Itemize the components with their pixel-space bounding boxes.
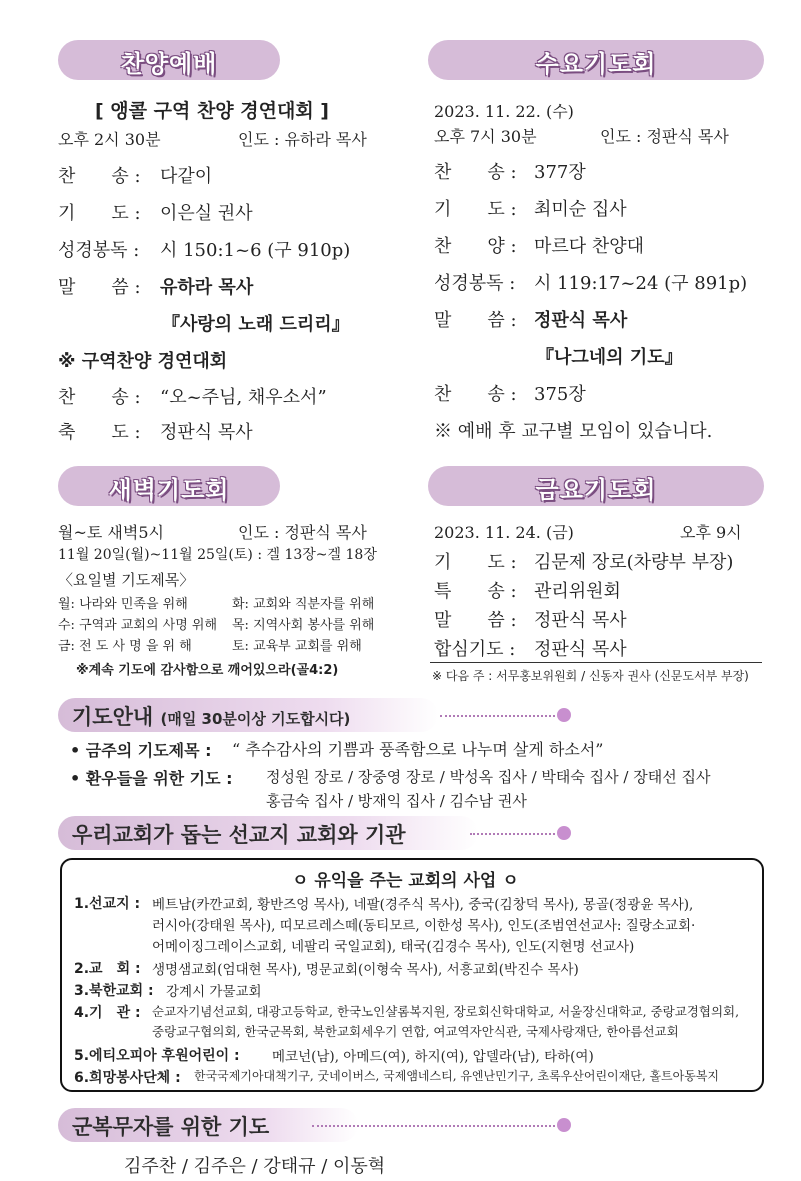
prayer-guide-bar xyxy=(58,698,438,732)
wednesday-item-value: 최미순 집사 xyxy=(534,199,627,220)
mission-row-label: 6.희망봉사단체 : xyxy=(74,1070,181,1086)
dawn-header xyxy=(58,466,280,506)
wednesday-item-label: 기 도 : xyxy=(434,199,517,220)
dawn-topic: 월: 나라와 민족을 위해 xyxy=(58,597,188,612)
praise-item-value: 다같이 xyxy=(160,166,213,187)
praise-item-label: 찬 송 : xyxy=(58,387,141,408)
praise-item-value: 이은실 권사 xyxy=(160,203,253,224)
praise-item-label: 성경봉독 : xyxy=(58,240,140,261)
praise-item-label: 말 씀 : xyxy=(58,277,141,298)
missions-header: 우리교회가 돕는 선교지 교회와 기관 xyxy=(72,823,406,847)
praise-time: 오후 2시 30분 xyxy=(58,130,161,149)
praise-leader: 인도 : 유하라 목사 xyxy=(238,130,367,149)
dawn-topics-heading: 〈요일별 기도제목〉 xyxy=(58,571,195,589)
wednesday-sermon-title: 『나그네의 기도』 xyxy=(536,347,683,368)
dawn-range: 11월 20일(월)~11월 25일(토) : 겔 13장~겔 18장 xyxy=(58,547,377,563)
wednesday-header-text: 수요기도회 xyxy=(535,50,657,78)
praise-service-header xyxy=(58,40,280,80)
mission-row-line: 러시아(강태원 목사), 띠모르레스떼(동티모르, 이한성 목사), 인도(조범연선교사: 질랑소교회· xyxy=(152,918,696,934)
dawn-days: 월~토 새벽5시 xyxy=(58,523,164,542)
mission-row-label: 3.북한교회 : xyxy=(74,983,154,999)
wednesday-item-label: 찬 양 : xyxy=(434,236,517,257)
dawn-topic: 화: 교회와 직분자를 위해 xyxy=(232,597,375,612)
wednesday-item-label: 성경봉독 : xyxy=(434,273,516,294)
wednesday-closing-value: 375장 xyxy=(534,384,586,405)
mission-row-line: 한국국제기아대책기구, 굿네이버스, 국제앰네스티, 유엔난민기구, 초록우산어린이재단, 홀트아동복지 xyxy=(194,1069,720,1083)
mission-row-line: 생명샘교회(엄대현 목사), 명문교회(이형숙 목사), 서흥교회(박진수 목사) xyxy=(152,962,579,978)
dawn-verse: ※계속 기도에 감사함으로 깨어있으라(골4:2) xyxy=(76,663,339,678)
friday-item-value: 관리위원회 xyxy=(534,581,621,602)
friday-item-label: 말 씀 : xyxy=(434,610,517,631)
mission-row-label: 1.선교지 : xyxy=(74,896,141,912)
bullet-dot xyxy=(557,1118,571,1132)
mission-row-label: 2.교 회 : xyxy=(74,961,141,977)
prayer-guide-sub: (매일 30분이상 기도합시다) xyxy=(160,710,351,728)
friday-time: 오후 9시 xyxy=(680,523,742,542)
prayer-topic-value: “ 추수감사의 기쁨과 풍족함으로 나누며 살게 하소서” xyxy=(232,740,604,759)
mission-row-line: 메코넌(남), 아메드(여), 하지(여), 압델라(남), 타하(여) xyxy=(272,1049,594,1065)
friday-item-value: 김문제 장로(차량부 부장) xyxy=(534,552,734,573)
dawn-header-text: 새벽기도회 xyxy=(108,476,230,504)
wednesday-closing-label: 찬 송 : xyxy=(434,384,517,405)
friday-item-value: 정판식 목사 xyxy=(534,610,627,631)
patients-value: 정성원 장로 / 장중영 장로 / 박성옥 집사 / 박태숙 집사 / 장태선 집사 xyxy=(266,768,711,786)
dotted-leader xyxy=(312,1125,555,1127)
contest-heading: ※ 구역찬양 경연대회 xyxy=(58,351,228,372)
friday-date: 2023. 11. 24. (금) xyxy=(434,523,574,542)
praise-sermon-title: 『사랑의 노래 드리리』 xyxy=(162,314,350,335)
praise-preacher: 유하라 목사 xyxy=(160,277,254,298)
friday-header-text: 금요기도회 xyxy=(535,476,657,504)
friday-item-value: 정판식 목사 xyxy=(534,639,627,660)
bullet-dot xyxy=(557,708,571,722)
prayer-guide-header: 기도안내 xyxy=(72,705,154,729)
friday-divider xyxy=(430,662,762,663)
praise-item-label: 기 도 : xyxy=(58,203,141,224)
wednesday-item-value: 377장 xyxy=(534,162,586,183)
dawn-leader: 인도 : 정판식 목사 xyxy=(238,523,367,542)
wednesday-note: ※ 예배 후 교구별 모임이 있습니다. xyxy=(434,421,713,442)
praise-event-title: [ 앵콜 구역 찬양 경연대회 ] xyxy=(95,100,329,122)
praise-item-value: “오~주님, 채우소서” xyxy=(160,387,327,408)
dawn-topic: 수: 구역과 교회의 사명 위해 xyxy=(58,618,218,633)
mission-row-label: 5.에티오피아 후원어린이 : xyxy=(74,1048,240,1064)
dotted-leader xyxy=(440,715,555,717)
wednesday-preacher: 정판식 목사 xyxy=(534,310,628,331)
mission-row-line: 어메이징그레이스교회, 네팔리 국일교회), 태국(김경수 목사), 인도(지현명 선교사) xyxy=(152,939,635,955)
wednesday-time: 오후 7시 30분 xyxy=(434,127,537,146)
wednesday-item-label: 찬 송 : xyxy=(434,162,517,183)
mission-row-line: 강계시 가물교회 xyxy=(166,984,262,1000)
prayer-topic-label: • 금주의 기도제목 : xyxy=(70,741,212,760)
mission-row-line: 순교자기념선교회, 대광고등학교, 한국노인샬롬복지원, 장로회신학대학교, 서울장신대학교, 중랑교경협의회, xyxy=(152,1004,740,1019)
dawn-topic: 목: 지역사회 봉사를 위해 xyxy=(232,618,375,633)
missions-box-title: ㅇ 유익을 주는 교회의 사업 ㅇ xyxy=(292,871,519,891)
mission-row-line: 베트남(카깐교회, 황반즈엉 목사), 네팔(경주식 목사), 중국(김창덕 목사), 몽골(정광윤 목사), xyxy=(152,897,694,913)
praise-item-value: 시 150:1~6 (구 910p) xyxy=(160,240,351,261)
wednesday-item-value: 마르다 찬양대 xyxy=(534,236,645,257)
prayer-guide-title xyxy=(72,701,350,731)
praise-item-label: 찬 송 : xyxy=(58,166,141,187)
mission-row-line: 중랑교구협의회, 한국군목회, 북한교회세우기 연합, 여교역자안식관, 국제사랑재단, 한아름선교회 xyxy=(152,1024,679,1039)
praise-service-header-text: 찬양예배 xyxy=(120,50,218,78)
missions-bar xyxy=(58,816,478,850)
friday-item-label: 기 도 : xyxy=(434,552,517,573)
wednesday-item-value: 시 119:17~24 (구 891p) xyxy=(534,273,748,294)
bullet-dot xyxy=(557,826,571,840)
patients-value-line2: 홍금숙 집사 / 방재익 집사 / 김수남 권사 xyxy=(266,792,527,810)
wednesday-leader: 인도 : 정판식 목사 xyxy=(600,127,729,146)
military-header: 군복무자를 위한 기도 xyxy=(72,1115,270,1139)
patients-label: • 환우들을 위한 기도 : xyxy=(70,769,233,788)
friday-item-label: 합심기도 : xyxy=(434,639,516,660)
wednesday-header xyxy=(428,40,764,80)
friday-header xyxy=(428,466,764,506)
praise-item-label: 축 도 : xyxy=(58,422,141,443)
friday-next: ※ 다음 주 : 서무홍보위원회 / 신동자 권사 (신문도서부 부장) xyxy=(432,669,749,683)
wednesday-date: 2023. 11. 22. (수) xyxy=(434,102,574,121)
missions-box xyxy=(60,858,764,1092)
wednesday-item-label: 말 씀 : xyxy=(434,310,517,331)
friday-item-label: 특 송 : xyxy=(434,581,517,602)
mission-row-label: 4.기 관 : xyxy=(74,1005,141,1021)
military-names: 김주찬 / 김주은 / 강태규 / 이동혁 xyxy=(124,1156,386,1177)
dawn-topic: 금: 전 도 사 명 을 위 해 xyxy=(58,639,192,654)
dotted-leader xyxy=(470,833,555,835)
dawn-topic: 토: 교육부 교회를 위해 xyxy=(232,639,362,654)
praise-item-value: 정판식 목사 xyxy=(160,422,253,443)
